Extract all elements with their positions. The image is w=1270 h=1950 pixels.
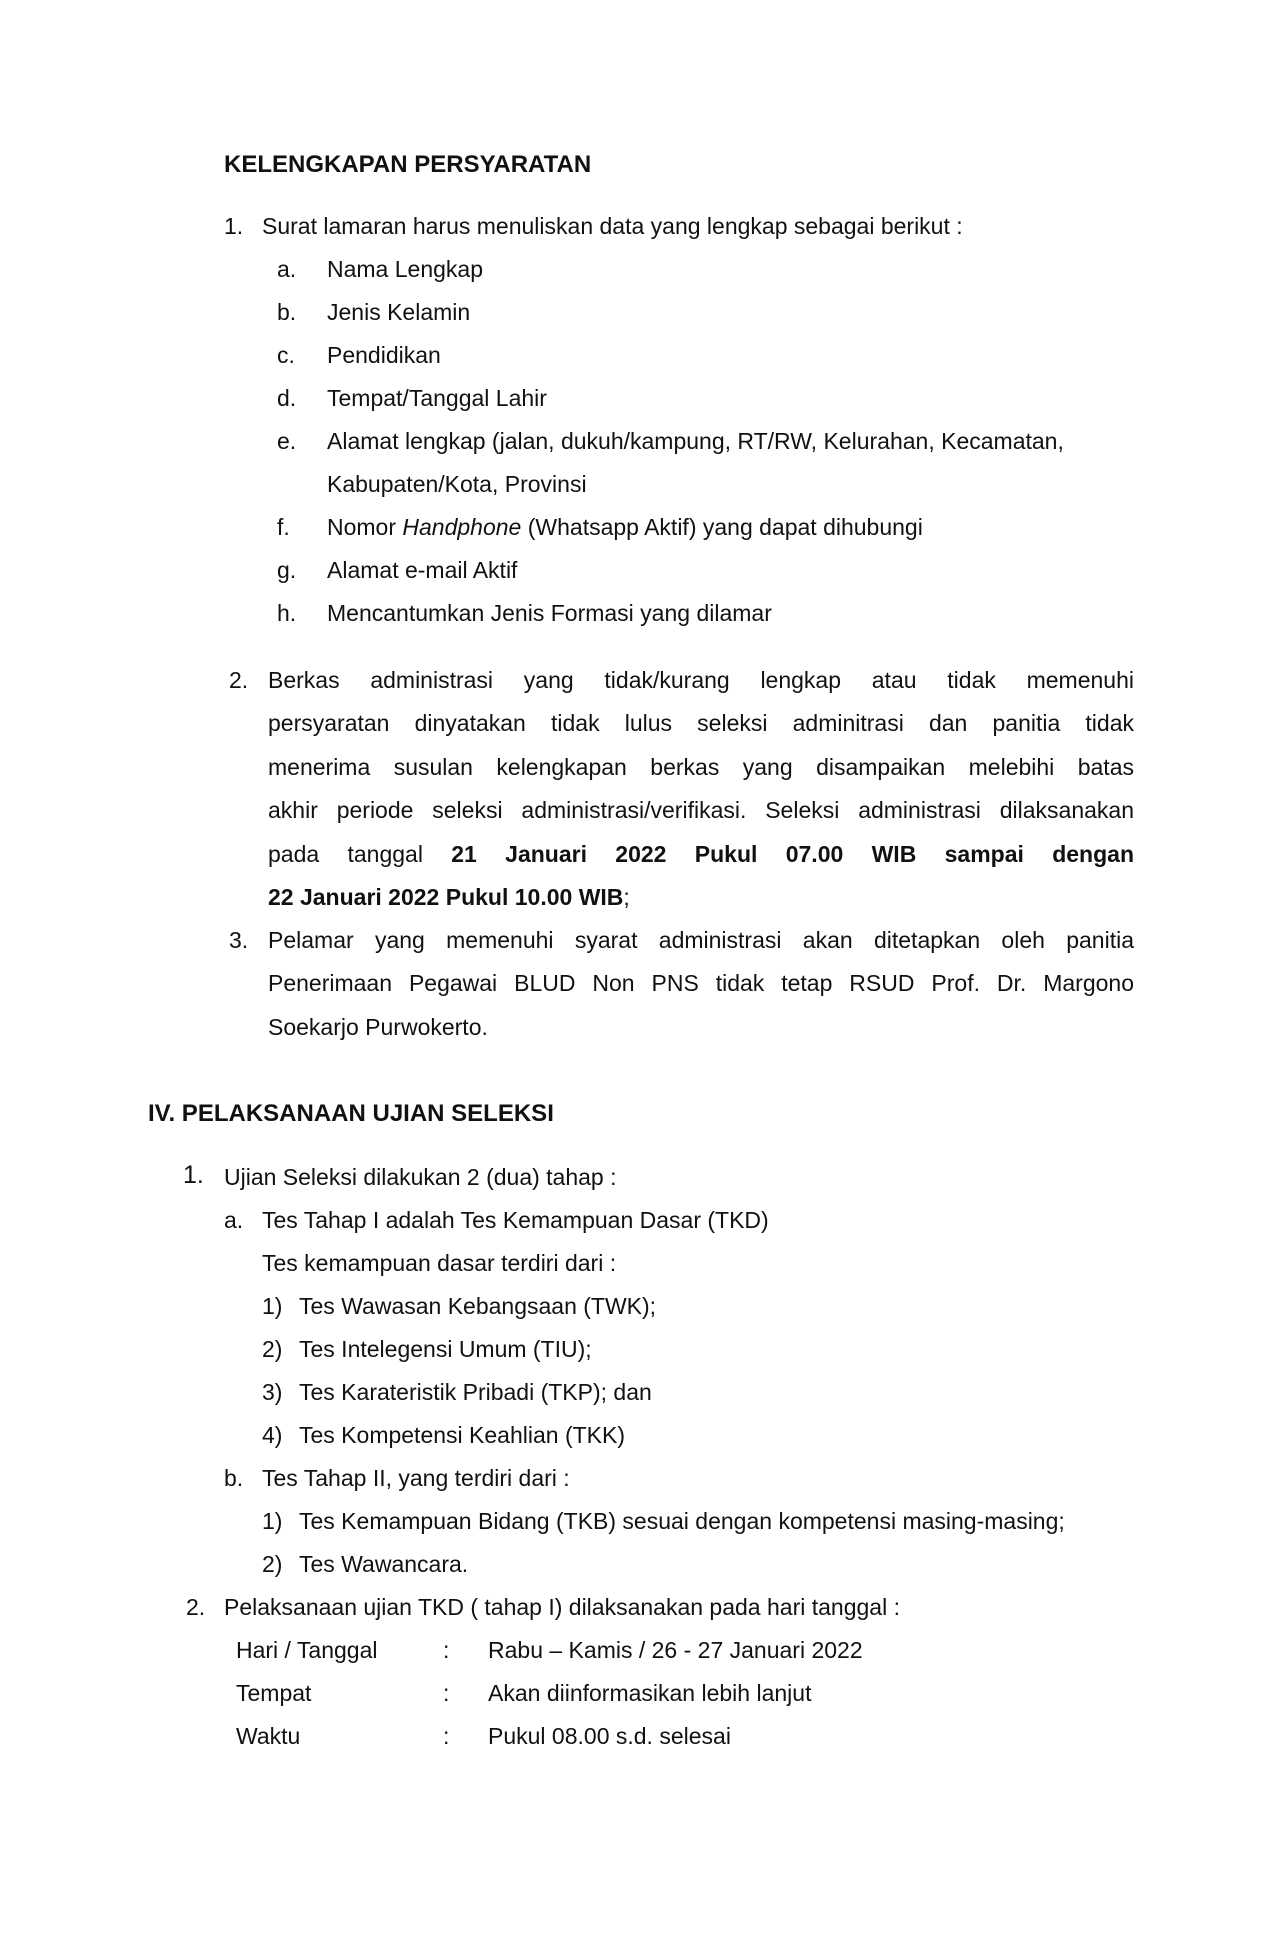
sub-item-intro: Tes kemampuan dasar terdiri dari : [262, 1250, 617, 1276]
paragraph-text: ; [623, 883, 630, 910]
paragraph-bold: 21 Januari 2022 Pukul 07.00 WIB sampai dengan [451, 840, 1134, 867]
paragraph-line: Penerimaan Pegawai BLUD Non PNS tidak tetap RSUD Prof. Dr. Margono [268, 970, 1134, 997]
paragraph-bold: 22 Januari 2022 Pukul 10.00 WIB [268, 883, 624, 910]
sub-item: Alamat lengkap (jalan, dukuh/kampung, RT/RW, Kelurahan, Kecamatan, [327, 428, 1064, 454]
sub-letter: a. [224, 1207, 244, 1233]
sub-letter: h. [277, 600, 297, 626]
paragraph [268, 919, 1134, 1049]
sub-letter: b. [224, 1465, 244, 1491]
paragraph-line [268, 833, 1134, 876]
sub-letter: a. [277, 256, 297, 282]
test-number: 3) [262, 1379, 283, 1405]
schedule-colon: : [443, 1637, 450, 1663]
sub-letter: c. [277, 342, 295, 368]
section-heading: IV. PELAKSANAAN UJIAN SELEKSI [148, 1100, 554, 1127]
test-number: 1) [262, 1508, 283, 1534]
sub-item: Mencantumkan Jenis Formasi yang dilamar [327, 600, 772, 626]
sub-item [327, 512, 923, 542]
sub-letter: b. [277, 299, 297, 325]
sub-item-text: (Whatsapp Aktif) yang dapat dihubungi [521, 514, 923, 540]
list-number: 2. [186, 1594, 206, 1620]
test-number: 4) [262, 1422, 283, 1448]
schedule-value: Pukul 08.00 s.d. selesai [488, 1723, 731, 1749]
schedule-value: Akan diinformasikan lebih lanjut [488, 1680, 812, 1706]
test-item: Tes Wawancara. [299, 1551, 469, 1577]
paragraph-line: Soekarjo Purwokerto. [268, 1013, 488, 1040]
test-item: Tes Intelegensi Umum (TIU); [299, 1336, 592, 1362]
schedule-label: Waktu [236, 1723, 301, 1749]
list-item-text: Pelaksanaan ujian TKD ( tahap I) dilaksanakan pada hari tanggal : [224, 1594, 900, 1620]
test-item: Tes Kompetensi Keahlian (TKK) [299, 1422, 625, 1448]
sub-item: Pendidikan [327, 342, 441, 368]
sub-item: Tempat/Tanggal Lahir [327, 385, 547, 411]
list-number: 2. [229, 667, 249, 693]
sub-item-continuation: Kabupaten/Kota, Provinsi [327, 471, 587, 497]
sub-item: Tes Tahap I adalah Tes Kemampuan Dasar (TKD) [262, 1207, 769, 1233]
test-item: Tes Karateristik Pribadi (TKP); dan [299, 1379, 652, 1405]
paragraph-line: menerima susulan kelengkapan berkas yang disampaikan melebihi batas [268, 753, 1134, 780]
schedule-label: Hari / Tanggal [236, 1637, 378, 1663]
sub-item-italic: Handphone [402, 514, 522, 540]
list-item-text: Surat lamaran harus menuliskan data yang lengkap sebagai berikut : [262, 213, 963, 239]
list-item-text: Ujian Seleksi dilakukan 2 (dua) tahap : [224, 1164, 617, 1190]
test-item: Tes Kemampuan Bidang (TKB) sesuai dengan kompetensi masing-masing; [299, 1508, 1065, 1534]
sub-letter: f. [277, 514, 290, 540]
paragraph-line: akhir periode seleksi administrasi/verifikasi. Seleksi administrasi dilaksanakan [268, 797, 1134, 824]
sub-item: Jenis Kelamin [327, 299, 471, 325]
section-heading: KELENGKAPAN PERSYARATAN [224, 151, 592, 178]
schedule-label: Tempat [236, 1680, 312, 1706]
sub-letter: g. [277, 557, 297, 583]
test-item: Tes Wawasan Kebangsaan (TWK); [299, 1293, 657, 1319]
test-number: 2) [262, 1336, 283, 1362]
paragraph-line: persyaratan dinyatakan tidak lulus seleksi adminitrasi dan panitia tidak [268, 710, 1134, 737]
list-number: 1. [183, 1161, 204, 1189]
schedule-colon: : [443, 1680, 450, 1706]
paragraph-line [268, 876, 1134, 919]
sub-letter: e. [277, 428, 297, 454]
sub-item: Nama Lengkap [327, 256, 483, 282]
sub-letter: d. [277, 385, 297, 411]
sub-item: Tes Tahap II, yang terdiri dari : [262, 1465, 570, 1491]
paragraph-line: Pelamar yang memenuhi syarat administrasi akan ditetapkan oleh panitia [268, 927, 1134, 953]
test-number: 1) [262, 1293, 283, 1319]
schedule-colon: : [443, 1723, 450, 1749]
list-number: 3. [229, 927, 249, 953]
sub-item-text: Nomor [327, 514, 403, 540]
test-number: 2) [262, 1551, 283, 1577]
list-number: 1. [224, 213, 244, 239]
sub-item: Alamat e-mail Aktif [327, 557, 518, 583]
paragraph [268, 659, 1134, 919]
paragraph-text: pada tanggal [268, 840, 452, 867]
schedule-value: Rabu – Kamis / 26 - 27 Januari 2022 [488, 1637, 863, 1663]
paragraph-line: Berkas administrasi yang tidak/kurang lengkap atau tidak memenuhi [268, 667, 1134, 693]
